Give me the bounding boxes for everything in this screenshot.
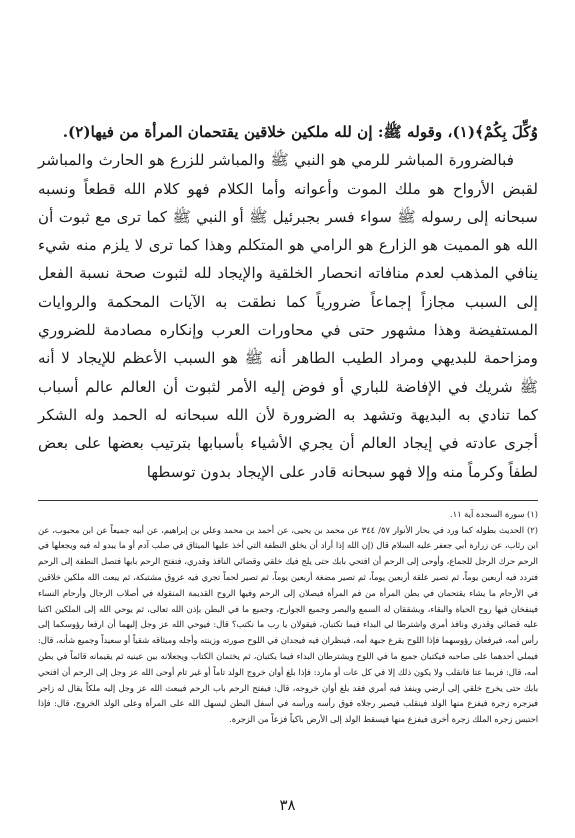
body-paragraph: فبالضرورة المباشر للرمي هو النبي ﷺ والمباشر للزرع هو الحارث والمباشر لقبض الأرواح هو ملك الموت وأعوانه وأما الكلام فهو كلام الله قطعاً ونسبه سبحانه إلى رسوله ﷺ سواء فسر بجبرئيل ﷺ أو النبي ﷺ كما ترى مع ثبوت أن الله هو المميت هو الزارع هو الرامي هو المتكلم وهذا كما ترى لا يلزم منه شيء ينافي المذهب لعدم منافاته انحصار الخلقية والإيجاد لله لثبوت صحة نسبة الفعل إلى السبب مجازاً إجماعاً ضرورياً كما نطقت به الآيات المحكمة والروايات المستفيضة وهذا مشهور حتى في محاورات العرب وإنكاره مصادمة للضروري ومزاحمة للبديهي ومراد الطيب الطاهر أنه ﷺ هو السبب الأعظم للإيجاد لا أنه ﷺ شريك في الإفاضة للباري أو فوض إليه الأمر لثبوت أن العالم عالم أسباب كما تنادي به البديهة وتشهد به الضرورة لأن الله سبحانه له الحمد وله الشكر أجرى عادته في إيجاد العالم أن يجري الأشياء بأسبابها بترتيب بعضها على بعض لطفاً وكرماً منه وإلا فهو سبحانه قادر على الإيجاد بدون توسطها: [38, 151, 538, 481]
footnotes: [38, 507, 538, 728]
footnote-2: (٢) الحديث بطوله كما ورد في بحار الأنوار ٥٧/ ٣٤٤ عن محمد بن يحيى، عن أحمد بن محمد وعلي بن إبراهيم، عن أبيه جميعاً عن ابن محبوب، عن ابن رئاب، عن زرارة أبي جعفر عليه السلام قال (إن الله إذا أراد أن يخلق النطفة التي أخذ عليها الميثاق في صلب آدم أو ما يبدو له فيه ويجعلها في الرحم حرك الرجل للجماع، وأوحى إلى الرحم أن افتحي بابك حتى يلج فيك خلقي وقضائي النافذ وقدري، فتفتح الرحم بابها فتصل النطفة إلى الرحم فتردد فيه أربعين يوماً، ثم تصير علقة أربعين يوماً، ثم تصير مضغة أربعين يوماً، ثم تصير لحماً تجري فيه عروق مشتبكة، ثم يبعث الله ملكين خلاقين في الأرحام ما يشاء يقتحمان في بطن المرأة من فم المرأة فيصلان إلى الرحم وفيها الروح القديمة المنقولة في أصلاب الرجال وأرحام النساء فينفخان فيها روح الحياة والبقاء، ويشققان له السمع والبصر وجميع الجوارح، وجميع ما في البطن بإذن الله تعالى، ثم يوحي الله إلى الملكين اكتبا عليه قضائي وقدري ونافذ أمري واشترطا لي البداء فيما تكتبان، فيقولان يا رب ما نكتب؟ قال: فيوحي الله عز وجل إليهما أن ارفعا رؤوسكما إلى رأس أمه، فيرفعان رؤوسهما فإذا اللوح يقرع جبهة أمه، فينظران فيه فيجدان في اللوح صورته وزينته وأجله وميثاقه شقياً أو سعيداً وجميع شأنه، قال: فيملي أحدهما على صاحبه فيكتبان جميع ما في اللوح ويشترطان البداء فيما يكتبان، ثم يختمان الكتاب ويجعلانه بين عينيه ثم يقيمانه قائماً في بطن أمه، قال: فربما عتا فانقلب ولا يكون ذلك إلا في كل عات أو مارد: فإذا بلغ أوان خروج الولد تاماً أو غير تام أوحى الله عز وجل إلى الرحم أن افتحي بابك حتى يخرج خلقي إلى أرضي وينفذ فيه أمري فقد بلغ أوان خروجه، قال: فيفتح الرحم باب الرحم فيبعث الله عز وجل إليه ملكاً يقال له زاجر فيزجره زجرة فيفزع منها الولد فينقلب فيصير رجلاه فوق رأسه ورأسه في أسفل البطن ليسهل الله على المرأة وعلى الولد الخروج، قال: فإذا احتبس زجره الملك زجرة أخرى فيفزع منها فيسقط الولد إلى الأرض باكياً فزعاً من الزجرة.: [38, 524, 539, 725]
footnote-1: (١) سورة السجدة آية ١١.: [449, 508, 538, 519]
footnote-divider: [38, 500, 538, 501]
opening-line: وُكِّلَ بِكُمْ﴾(١)، وقوله ﷺ: إن لله ملكين خلاقين يقتحمان المرأة من فيها(٢).: [62, 123, 538, 141]
page-content: [38, 118, 538, 818]
page-number: ٣٨: [279, 796, 296, 814]
main-text: [38, 118, 538, 486]
